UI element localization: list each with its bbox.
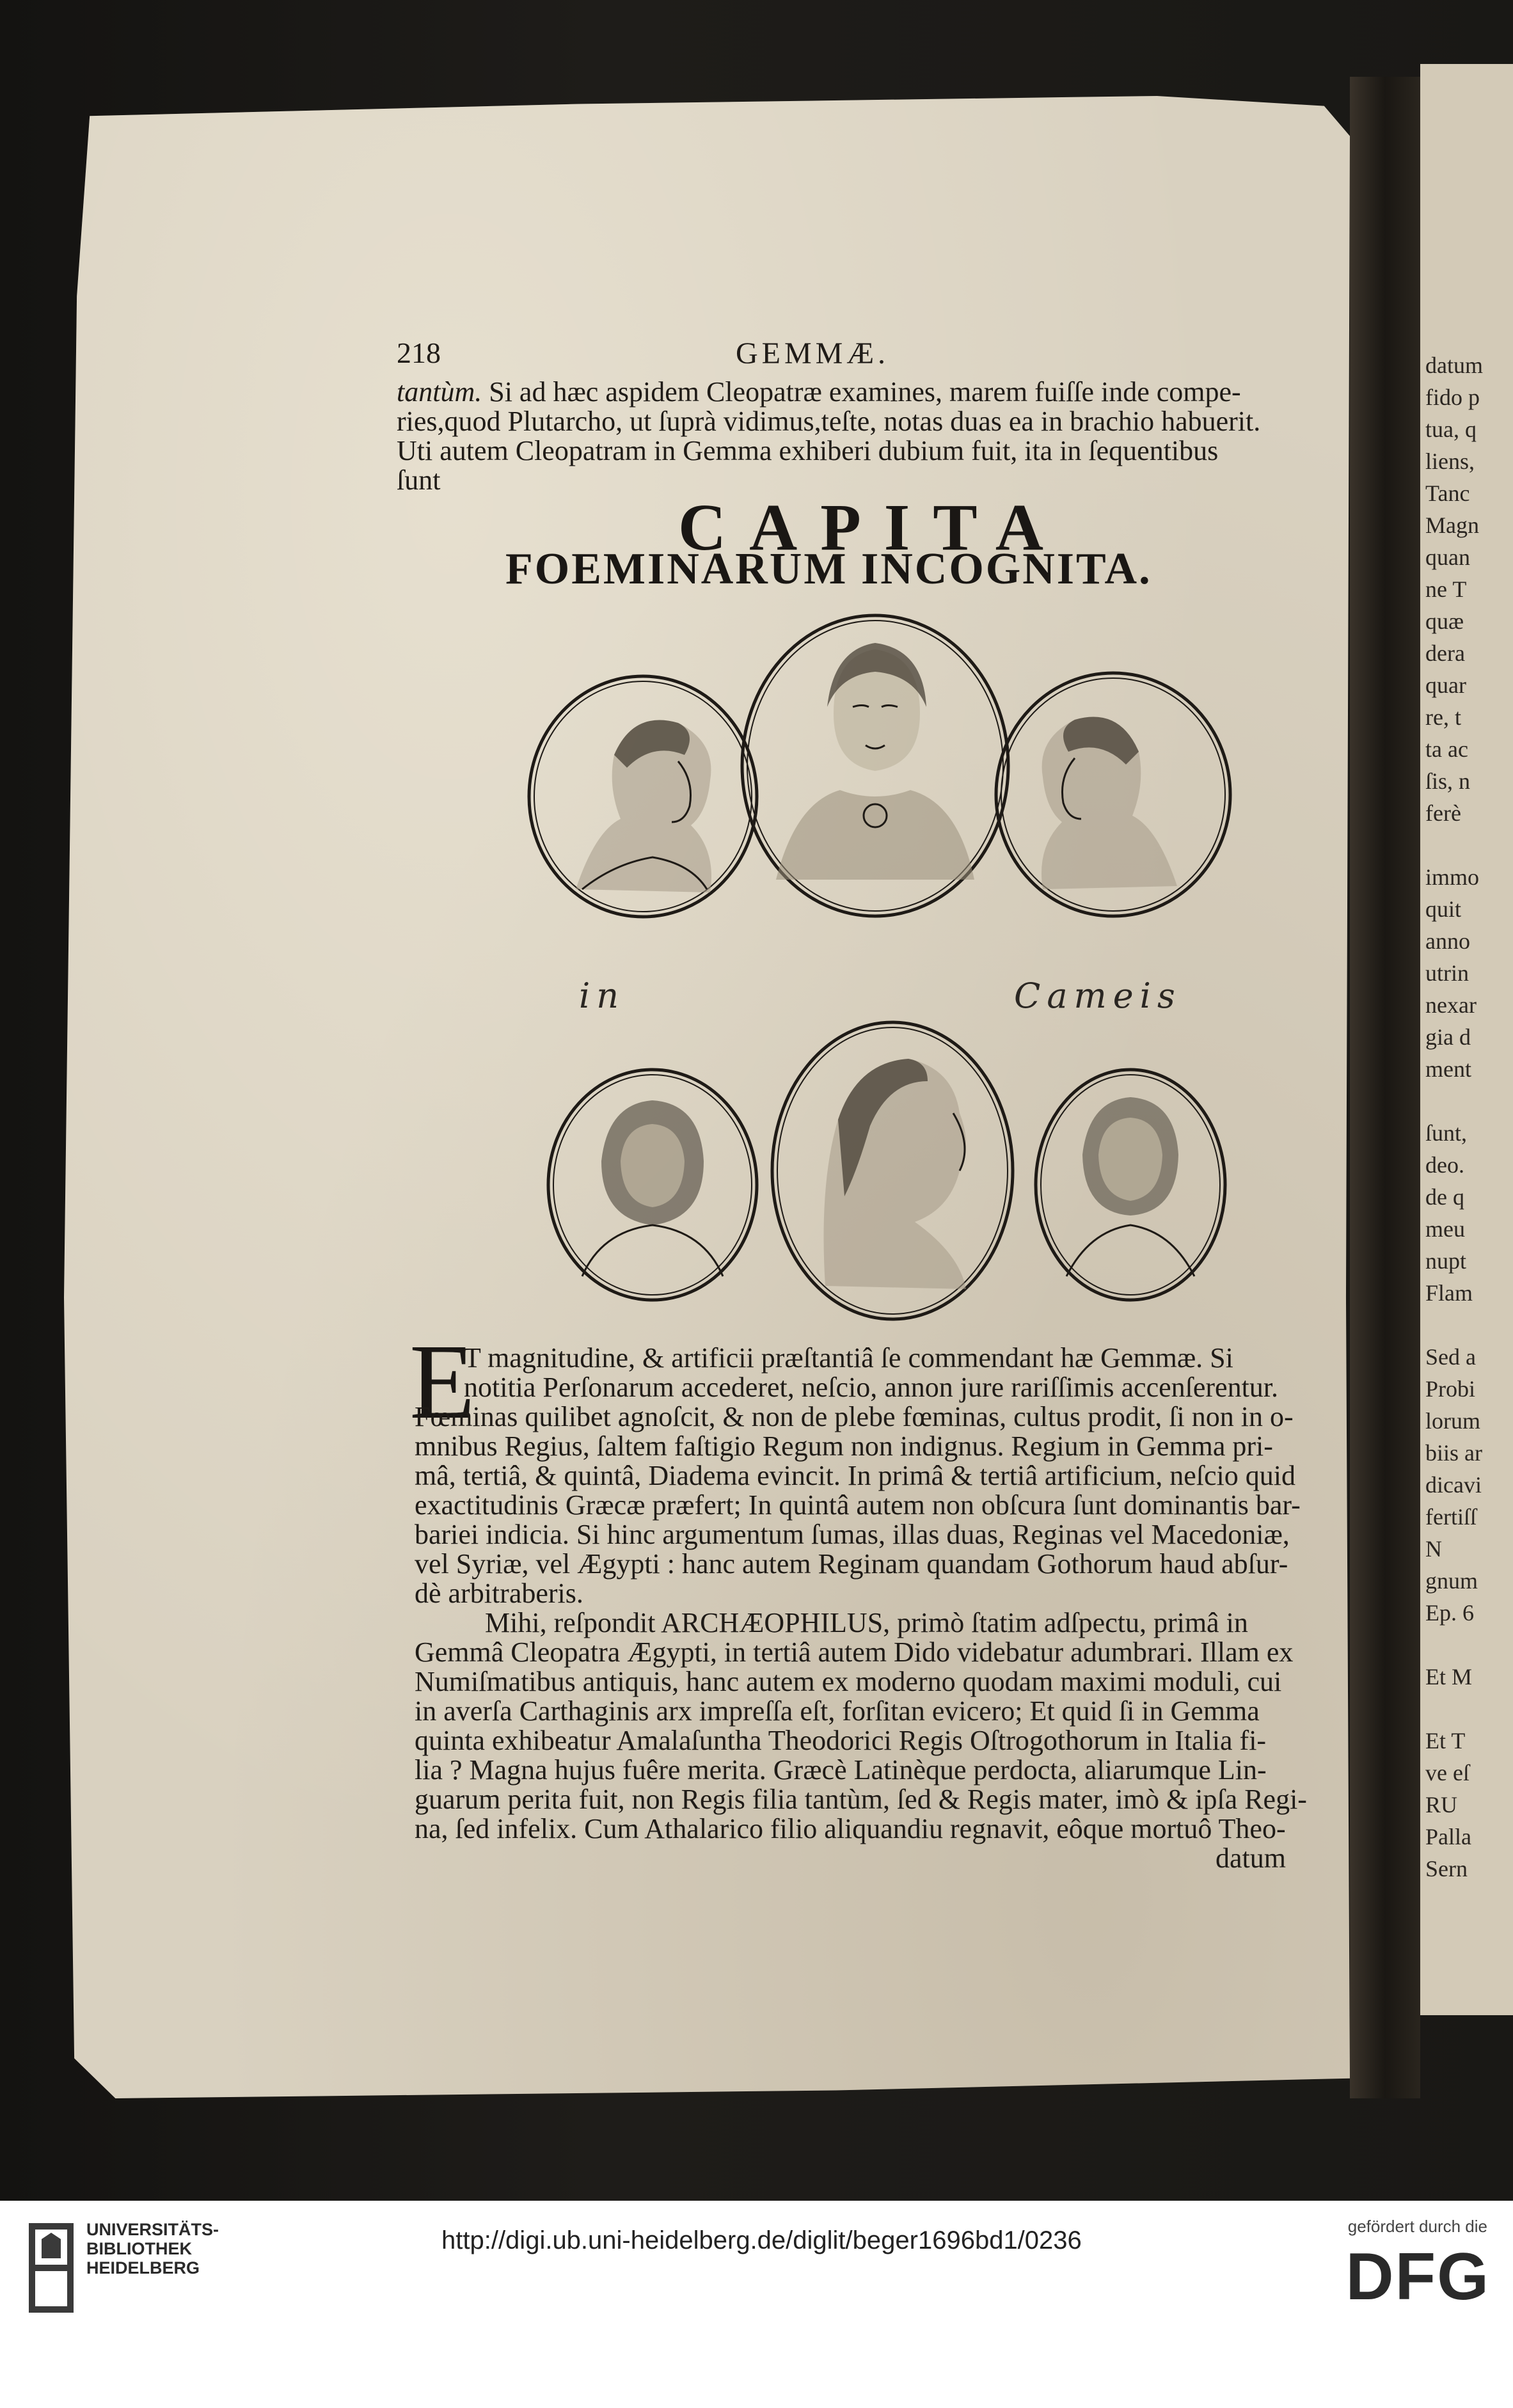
- text-run: ſunt: [397, 464, 441, 496]
- cameo-3-engraving: [992, 669, 1235, 921]
- text-line: Numiſmatibus antiquis, hanc autem ex moderno quodam maximi moduli, cui: [415, 1666, 1282, 1697]
- next-page-fragment: ment: [1425, 1056, 1471, 1082]
- next-page-fragment: datum: [1425, 352, 1483, 378]
- next-page-fragment: Sed a: [1425, 1344, 1476, 1370]
- catchword: datum: [1216, 1842, 1286, 1874]
- next-page-fragment: ve eſ: [1425, 1760, 1469, 1786]
- funding-note: gefördert durch die: [1347, 2217, 1487, 2236]
- next-page-fragment: nexar: [1425, 992, 1477, 1018]
- next-page-fragment: utrin: [1425, 960, 1469, 986]
- next-page-fragment: anno: [1425, 928, 1470, 954]
- text-line: guarum perita fuit, non Regis filia tantùm, ſed & Regis mater, imò & ipſa Regi-: [415, 1784, 1307, 1815]
- next-page-fragment: ſunt,: [1425, 1120, 1468, 1146]
- next-page-fragment: meu: [1425, 1216, 1465, 1242]
- text-line: exactitudinis Græcæ præfert; In quintâ autem non obſcura ſunt dominantis bar-: [415, 1489, 1301, 1521]
- next-page-fragment: ferè: [1425, 800, 1461, 826]
- next-page-fragment: fertiſſ: [1425, 1504, 1477, 1530]
- library-name: UNIVERSITÄTS- BIBLIOTHEK HEIDELBERG: [86, 2220, 219, 2277]
- text-run: Si ad hæc aspidem Cleopatræ examines, marem fuiſſe inde compe-: [482, 376, 1241, 408]
- next-page-fragment: Palla: [1425, 1824, 1471, 1850]
- page-number: 218: [397, 337, 441, 369]
- next-page-fragment: gnum: [1425, 1568, 1478, 1594]
- next-page-fragment: quar: [1425, 672, 1466, 698]
- university-seal-icon: [26, 2220, 77, 2316]
- text-line: [397, 407, 1260, 436]
- next-page-fragment: liens,: [1425, 448, 1475, 474]
- running-head-title: GEMMÆ.: [736, 337, 890, 370]
- text-line: T magnitudine, & artificii præſtantiâ ſe commendant hæ Gemmæ. Si: [464, 1342, 1233, 1374]
- next-page-fragment: Probi: [1425, 1376, 1476, 1402]
- paragraph-1: [415, 1342, 1301, 1609]
- next-page-fragment: Ep. 6: [1425, 1600, 1474, 1626]
- next-page-fragment: ne T: [1425, 576, 1467, 602]
- running-head: [397, 336, 1305, 374]
- text-line: mâ, tertiâ, & quintâ, Diadema evincit. In primâ & tertiâ artificium, neſcio quid: [415, 1460, 1295, 1491]
- next-page-fragment: quit: [1425, 896, 1462, 922]
- text-line: [397, 436, 1260, 466]
- drop-cap: E: [409, 1322, 475, 1441]
- next-page-fragment: Sern: [1425, 1856, 1468, 1881]
- text-line: lia ? Magna hujus fuêre merita. Græcè Latinèque perdocta, aliarumque Lin-: [415, 1754, 1267, 1786]
- next-page-fragment: dicavi: [1425, 1472, 1482, 1498]
- dfg-logo: DFG: [1345, 2240, 1490, 2314]
- next-page-fragment: Tanc: [1425, 480, 1470, 506]
- text-line: dè arbitraberis.: [415, 1578, 583, 1609]
- text-line: na, ſed infelix. Cum Athalarico filio aliquandiu regnavit, eôque mortuô Theo-: [415, 1813, 1286, 1844]
- text-line: notitia Perſonarum accederet, neſcio, annon jure rariſſimis accenſerentur.: [464, 1372, 1279, 1403]
- next-page-fragment: Et T: [1425, 1728, 1466, 1754]
- cameo-2-engraving: [738, 611, 1013, 921]
- next-page-edge: [1420, 64, 1513, 2015]
- next-page-fragment: de q: [1425, 1184, 1464, 1210]
- text-line: in averſa Carthaginis arx impreſſa eſt, forſitan evicero; Et quid ſi in Gemma: [415, 1695, 1260, 1727]
- cameo-1-engraving: [525, 672, 761, 921]
- next-page-fragment: Et M: [1425, 1664, 1473, 1690]
- next-page-fragment: lorum: [1425, 1408, 1480, 1434]
- next-page-fragment: dera: [1425, 640, 1465, 666]
- next-page-fragment: nupt: [1425, 1248, 1467, 1274]
- next-page-fragment: quan: [1425, 544, 1470, 570]
- text-run: ries,quod Plutarcho, ut ſuprà vidimus,teſte, notas duas ea in brachio habuerit.: [397, 406, 1261, 437]
- handwritten-annotation-left: in: [579, 976, 626, 1016]
- section-title-line1: CAPITA: [678, 491, 1066, 564]
- next-page-fragment: ta ac: [1425, 736, 1468, 762]
- text-run: Uti autem Cleopatram in Gemma exhiberi dubium fuit, ita in ſequentibus: [397, 435, 1219, 466]
- paragraph-2: [415, 1608, 1307, 1844]
- next-page-fragment: immo: [1425, 864, 1480, 890]
- intro-text: [397, 377, 1260, 495]
- next-page-fragment: ſis, n: [1425, 768, 1471, 794]
- text-line: Gemmâ Cleopatra Ægypti, in tertiâ autem Dido videbatur adumbrari. Illam ex: [415, 1636, 1294, 1668]
- text-line: quinta exhibeatur Amalaſuntha Theodorici Regis Oſtrogothorum in Italia fi-: [415, 1725, 1267, 1756]
- source-url[interactable]: http://digi.ub.uni-heidelberg.de/diglit/beger1696bd1/0236: [441, 2226, 1082, 2254]
- next-page-fragment: RU: [1425, 1792, 1458, 1818]
- text-line: bariei indicia. Si hinc argumentum ſumas, illas duas, Reginas vel Macedoniæ,: [415, 1519, 1290, 1550]
- handwritten-annotation-right: Cameis: [1014, 976, 1182, 1016]
- text-line: mnibus Regius, ſaltem faſtigio Regum non indignus. Regium in Gemma pri-: [415, 1430, 1273, 1462]
- next-page-fragment: N: [1425, 1536, 1442, 1562]
- footer-bar: [0, 2201, 1513, 2408]
- text-line: vel Syriæ, vel Ægypti : hanc autem Reginam quandam Gothorum haud abſur-: [415, 1548, 1288, 1580]
- text-line: Fœminas quilibet agnoſcit, & non de plebe fœminas, cultus prodit, ſi non in o-: [415, 1401, 1294, 1432]
- marginal-word: tantùm.: [397, 376, 482, 408]
- cameo-4-engraving: [544, 1065, 761, 1305]
- next-page-fragment: Flam: [1425, 1280, 1473, 1306]
- text-line: Mihi, reſpondit ARCHÆOPHILUS, primò ſtatim adſpectu, primâ in: [485, 1607, 1248, 1638]
- next-page-fragment: tua, q: [1425, 416, 1477, 442]
- next-page-fragment: deo.: [1425, 1152, 1464, 1178]
- next-page-fragment: biis ar: [1425, 1440, 1482, 1466]
- text-line: [397, 377, 1260, 407]
- section-title-line2: FOEMINARUM INCOGNITA.: [505, 544, 1152, 594]
- next-page-fragment: fido p: [1425, 384, 1480, 410]
- next-page-fragment: re, t: [1425, 704, 1461, 730]
- next-page-fragment: gia d: [1425, 1024, 1471, 1050]
- next-page-fragment: quæ: [1425, 608, 1464, 634]
- cameo-5-engraving: [768, 1017, 1017, 1324]
- book-spine: [1350, 77, 1420, 2098]
- next-page-fragment: Magn: [1425, 512, 1479, 538]
- cameo-6-engraving: [1031, 1065, 1230, 1305]
